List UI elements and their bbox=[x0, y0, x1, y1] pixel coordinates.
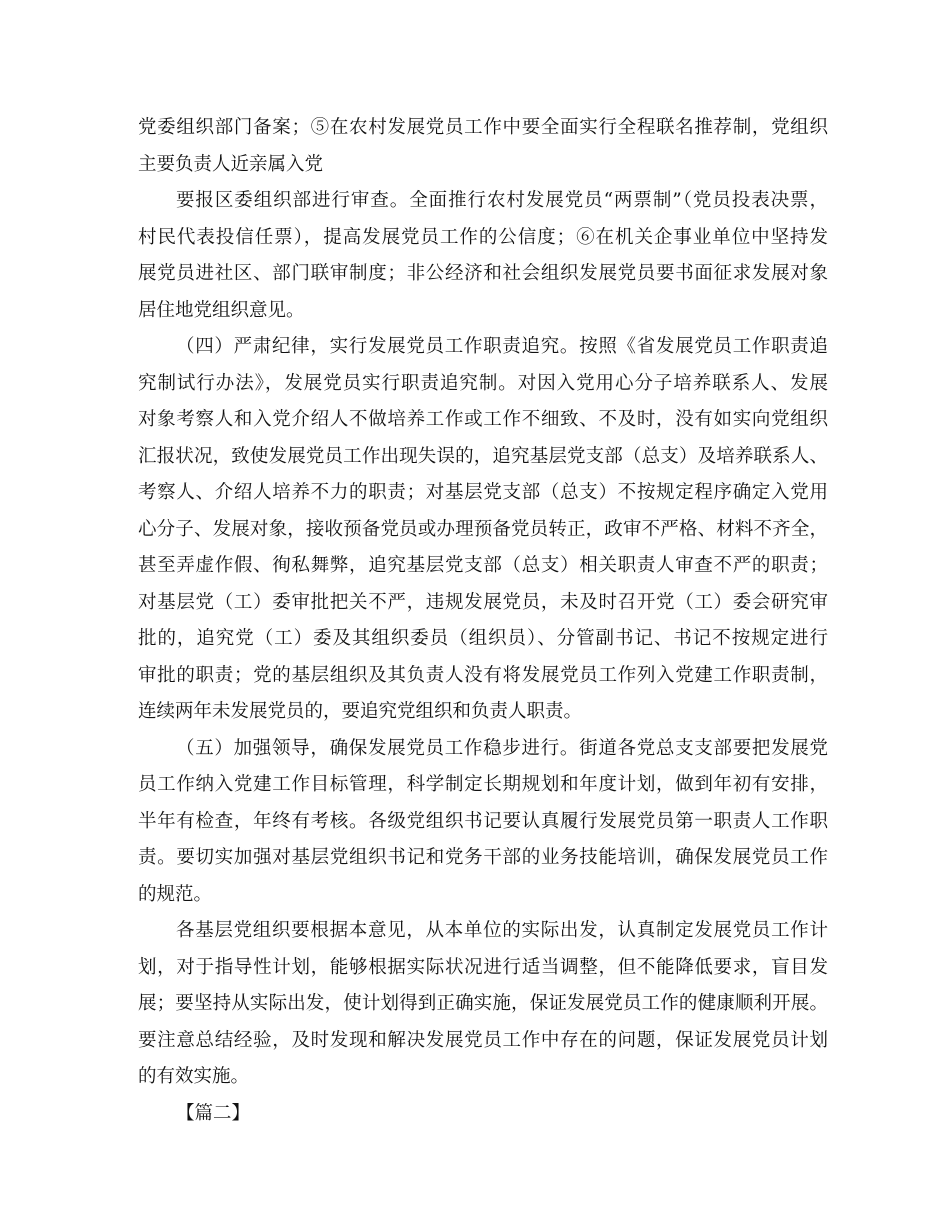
document-line: 的有效实施。 bbox=[138, 1066, 250, 1087]
document-line: 甚至弄虚作假、徇私舞弊，追究基层党支部（总支）相关职责人审查不严的职责； bbox=[138, 555, 828, 576]
document-line: 批的，追究党（工）委及其组织委员（组织员）、分管副书记、书记不按规定进行 bbox=[138, 628, 828, 649]
document-line: 展；要坚持从实际出发，使计划得到正确实施，保证发展党员工作的健康顺利开展。 bbox=[138, 993, 828, 1014]
document-line: （五）加强领导，确保发展党员工作稳步进行。街道各党总支支部要把发展党 bbox=[176, 737, 828, 759]
document-line: 员工作纳入党建工作目标管理，科学制定长期规划和年度计划，做到年初有安排， bbox=[138, 774, 828, 795]
document-line: 要报区委组织部进行审查。全面推行农村发展党员“两票制”（党员投表决票， bbox=[176, 190, 828, 211]
document-line: 党委组织部门备案；⑤在农村发展党员工作中要全面实行全程联名推荐制，党组织 bbox=[138, 117, 828, 138]
document-line: 心分子、发展对象，接收预备党员或办理预备党员转正，政审不严格、材料不齐全， bbox=[138, 518, 828, 540]
document-line: 对基层党（工）委审批把关不严，违规发展党员，未及时召开党（工）委会研究审 bbox=[138, 591, 828, 613]
document-line: 连续两年未发展党员的，要追究党组织和负责人职责。 bbox=[138, 701, 583, 722]
document-line: 考察人、介绍人培养不力的职责；对基层党支部（总支）不按规定程序确定入党用 bbox=[138, 482, 828, 503]
document-line: 的规范。 bbox=[138, 883, 213, 905]
document-line: 村民代表投信任票），提高发展党员工作的公信度；⑥在机关企事业单位中坚持发 bbox=[138, 226, 828, 248]
document-line: 究制试行办法》，发展党员实行职责追究制。对因入党用心分子培养联系人、发展 bbox=[138, 372, 828, 394]
document-line: 责。要切实加强对基层党组织书记和党务干部的业务技能培训，确保发展党员工作 bbox=[138, 847, 828, 868]
document-line: 居住地党组织意见。 bbox=[138, 299, 305, 321]
document-line: （四）严肃纪律，实行发展党员工作职责追究。按照《省发展党员工作职责追 bbox=[176, 336, 828, 357]
document-body bbox=[138, 110, 828, 1132]
document-line: 半年有检查，年终有考核。各级党组织书记要认真履行发展党员第一职责人工作职 bbox=[138, 810, 828, 832]
document-line: 要注意总结经验，及时发现和解决发展党员工作中存在的问题，保证发展党员计划 bbox=[138, 1029, 828, 1051]
document-line: 划，对于指导性计划，能够根据实际状况进行适当调整，但不能降低要求，盲目发 bbox=[138, 956, 828, 978]
document-line: 主要负责人近亲属入党 bbox=[138, 153, 324, 175]
document-line: 【篇二】 bbox=[176, 1102, 251, 1124]
document-line: 审批的职责；党的基层组织及其负责人没有将发展党员工作列入党建工作职责制， bbox=[138, 664, 828, 686]
document-line: 对象考察人和入党介绍人不做培养工作或工作不细致、不及时，没有如实向党组织 bbox=[138, 409, 828, 430]
document-line: 各基层党组织要根据本意见，从本单位的实际出发，认真制定发展党员工作计 bbox=[176, 920, 828, 941]
document-line: 汇报状况，致使发展党员工作出现失误的，追究基层党支部（总支）及培养联系人、 bbox=[138, 445, 828, 467]
document-line: 展党员进社区、部门联审制度；非公经济和社会组织发展党员要书面征求发展对象 bbox=[138, 263, 828, 284]
